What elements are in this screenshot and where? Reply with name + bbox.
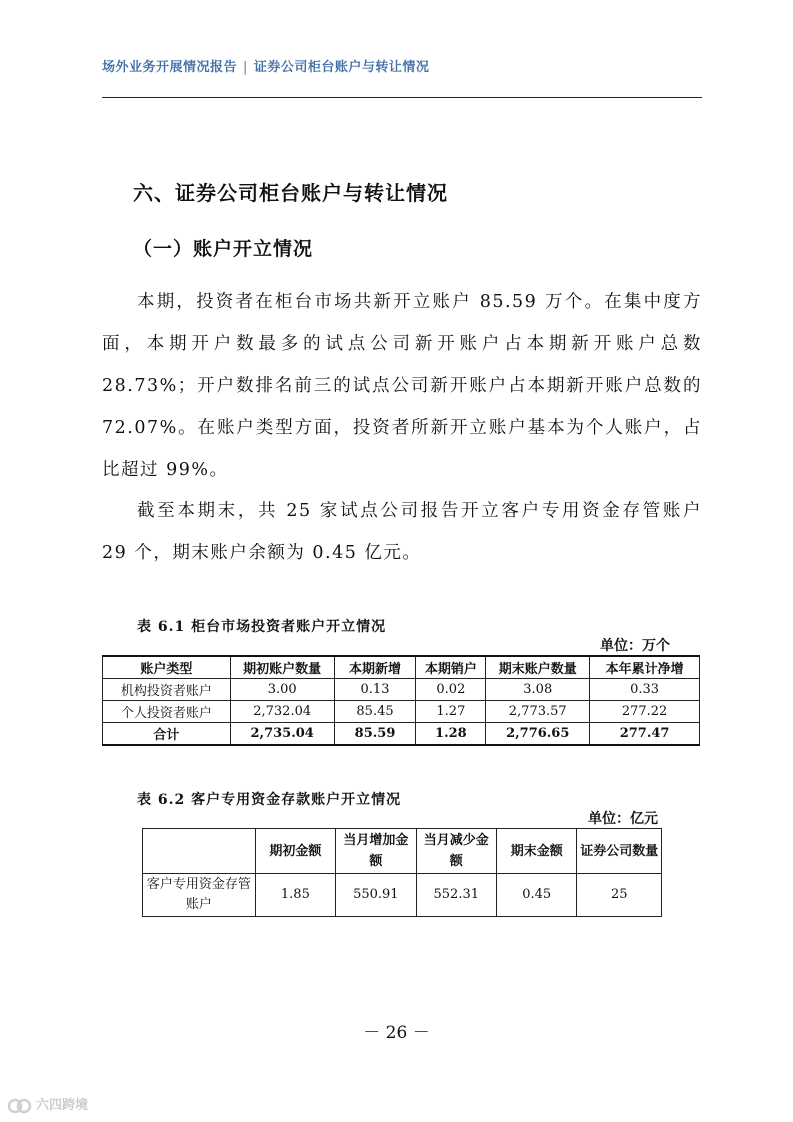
table-cell: 机构投资者账户 [103,679,231,701]
col-header: 账户类型 [103,656,231,679]
col-header: 当月减少金额 [416,829,496,874]
page-number: － 26 － [363,1023,430,1043]
table-header-row [143,829,662,874]
watermark-logo-icon [8,1097,32,1115]
col-header: 期末金额 [497,829,577,874]
col-header: 证券公司数量 [577,829,662,874]
header-report-title: 场外业务开展情况报告 [102,60,238,75]
table-cell: 25 [577,874,662,917]
col-header: 期初金额 [255,829,335,874]
col-header: 当月增加金额 [336,829,416,874]
table-cell: 85.59 [334,723,416,746]
col-header: 本年累计净增 [590,656,700,679]
table-cell: 2,773.57 [486,701,590,723]
table-cell: 2,735.04 [230,723,334,746]
table-cell: 0.45 [497,874,577,917]
table-cell: 2,732.04 [230,701,334,723]
investor-account-table [102,655,700,746]
col-header: 期初账户数量 [230,656,334,679]
table-cell: 0.33 [590,679,700,701]
table-cell: 0.02 [416,679,486,701]
table-cell: 1.27 [416,701,486,723]
table-cell: 552.31 [416,874,496,917]
header-chapter-title: 证券公司柜台账户与转让情况 [253,60,430,75]
col-header: 期末账户数量 [486,656,590,679]
col-header: 本期新增 [334,656,416,679]
table-row [103,679,700,701]
table-cell: 85.45 [334,701,416,723]
table-total-row [103,723,700,746]
subsection-title: （一）账户开立情况 [133,238,314,260]
table-cell: 客户专用资金存管账户 [143,874,256,917]
table-cell: 1.28 [416,723,486,746]
table-row [103,701,700,723]
paragraph-account-opening: 本期，投资者在柜台市场共新开立账户 85.59 万个。在集中度方面，本期开户数最多的试点公司新开账户占本期新开账户总数 28.73%；开户数排名前三的试点公司新开账户占本期新开账户总数的 72.07%。在账户类型方面，投资者所新开立账户基本为个人账户，占比超过 99%。 [102,292,702,480]
paragraph-custody-accounts: 截至本期末，共 25 家试点公司报告开立客户专用资金存管账户 29 个，期末账户余额为 0.45 亿元。 [102,501,702,563]
table1-title: 表 6.1 柜台市场投资者账户开立情况 [137,619,387,635]
table-cell: 3.08 [486,679,590,701]
running-header [102,56,702,75]
header-divider [102,97,702,98]
table-cell: 1.85 [255,874,335,917]
col-header [143,829,256,874]
table-cell: 2,776.65 [486,723,590,746]
watermark-text: 六四跨境 [36,1098,89,1113]
table-cell: 277.47 [590,723,700,746]
header-separator: | [243,60,248,75]
col-header: 本期销户 [416,656,486,679]
table-cell: 个人投资者账户 [103,701,231,723]
table2-title: 表 6.2 客户专用资金存款账户开立情况 [137,792,402,808]
table-cell: 3.00 [230,679,334,701]
table-cell: 合计 [103,723,231,746]
watermark [8,1094,88,1115]
table-cell: 550.91 [336,874,416,917]
table-cell: 277.22 [590,701,700,723]
table1-unit: 单位：万个 [600,638,670,654]
table-cell: 0.13 [334,679,416,701]
table-header-row [103,656,700,679]
table-row [143,874,662,917]
custody-account-table [142,828,662,917]
section-title: 六、证券公司柜台账户与转让情况 [133,181,448,205]
table2-unit: 单位：亿元 [588,811,658,827]
